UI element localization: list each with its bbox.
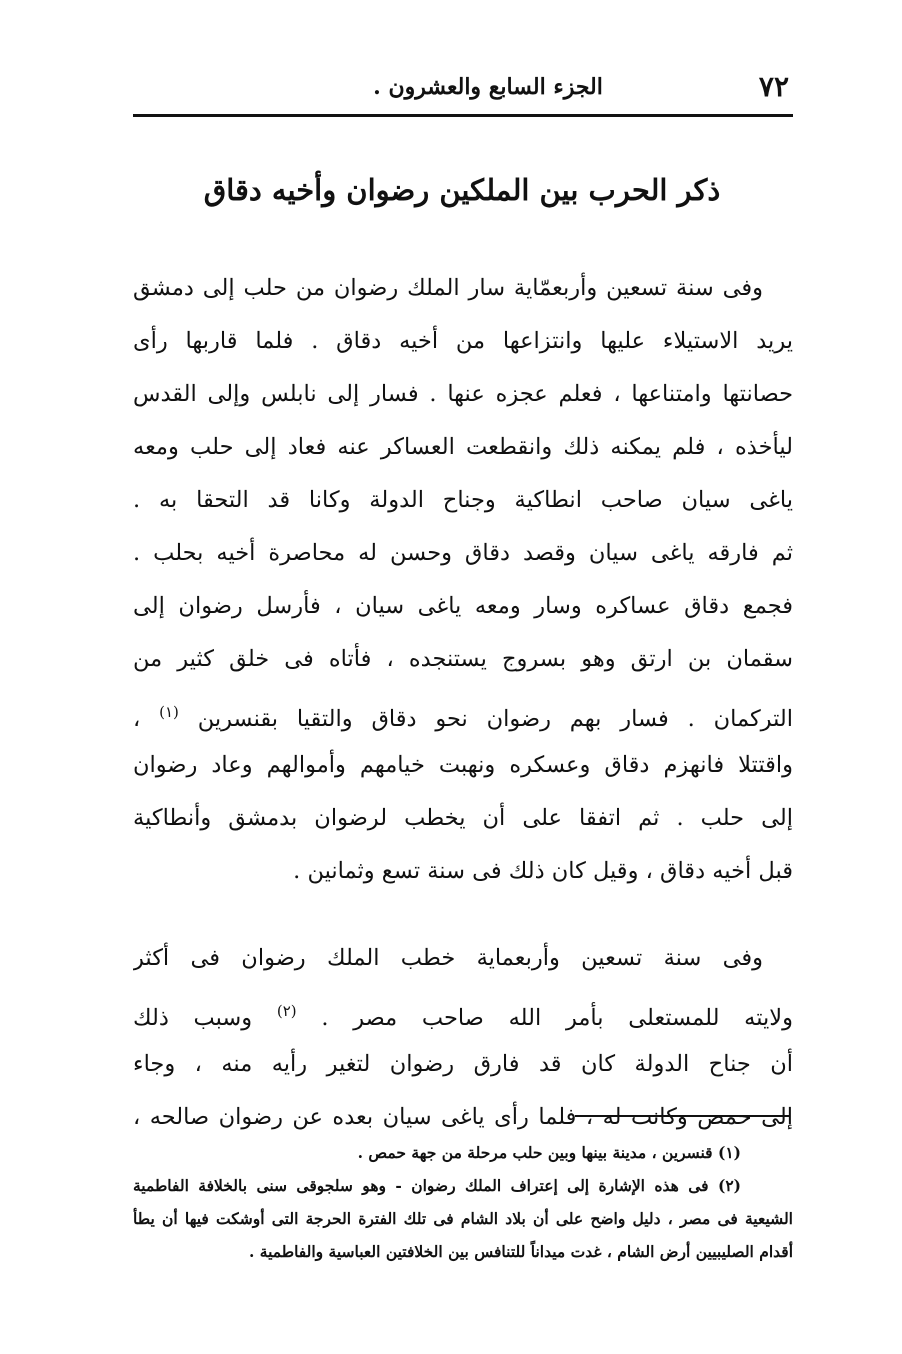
text-line: ثم فارقه ياغى سيان وقصد دقاق وحسن له محاصرة أخيه بحلب .: [133, 540, 793, 566]
text-line: وفى سنة تسعين وأربعماية خطب الملك رضوان فى أكثر: [133, 945, 763, 971]
footnote-line: (٢) فى هذه الإشارة إلى إعتراف الملك رضوان - وهو سلجوقى سنى بالخلافة الفاطمية: [133, 1176, 741, 1195]
footnote-ref-1: (١): [159, 703, 179, 721]
text-segment: التركمان . فسار بهم رضوان نحو دقاق والتقيا بقنسرين: [197, 706, 793, 732]
text-segment: وسبب ذلك: [133, 1005, 253, 1031]
footnote-2: [133, 1169, 793, 1268]
text-line: إلى حمص وكانت له ، فلما رأى ياغى سيان بعده عن رضوان صالحه ،: [133, 1104, 793, 1130]
text-line: وفى سنة تسعين وأربعمّاية سار الملك رضوان من حلب إلى دمشق: [133, 275, 763, 301]
text-line: فجمع دقاق عساكره وسار ومعه ياغى سيان ، فأرسل رضوان إلى: [133, 593, 793, 619]
running-head: الجزء السابع والعشرون .: [373, 74, 603, 100]
text-line: حصانتها وامتناعها ، فعلم عجزه عنها . فسار إلى نابلس وإلى القدس: [133, 381, 793, 407]
text-line-with-footnote: [133, 985, 793, 1038]
page-header: [133, 68, 791, 108]
body-text: [133, 262, 793, 1144]
paragraph-2: [133, 932, 793, 1144]
footnote-line: الشيعية فى مصر ، دليل واضح على أن بلاد الشام فى تلك الفترة الحرجة التى أوشكت فيها أن يطأ: [133, 1209, 793, 1228]
footnote-1: (١) قنسرين ، مدينة بينها وبين حلب مرحلة من جهة حمص .: [357, 1143, 741, 1162]
text-line: ليأخذه ، فلم يمكنه ذلك وانقطعت العساكر عنه فعاد إلى حلب ومعه: [133, 434, 793, 460]
text-line: قبل أخيه دقاق ، وقيل كان ذلك فى سنة تسع وثمانين .: [293, 858, 793, 884]
footnote-rule: [575, 1115, 789, 1117]
text-line: يريد الاستيلاء عليها وانتزاعها من أخيه دقاق . فلما قاربها رأى: [133, 328, 793, 354]
paragraph-1: [133, 262, 793, 898]
text-line-with-footnote: [133, 686, 793, 739]
footnotes: [133, 1136, 793, 1268]
paragraph-gap: [133, 898, 793, 932]
text-line: واقتتلا فانهزم دقاق وعسكره ونهبت خيامهم وأموالهم وعاد رضوان: [133, 752, 793, 778]
footnote-ref-2: (٢): [276, 1002, 297, 1020]
text-line: إلى حلب . ثم اتفقا على أن يخطب لرضوان بدمشق وأنطاكية: [133, 805, 793, 831]
footnote-line: أقدام الصليبيين أرض الشام ، غدت ميداناً للتنافس بين الخلافتين العباسية والفاطمية .: [249, 1242, 793, 1261]
text-segment: ولايته للمستعلى بأمر الله صاحب مصر .: [321, 1005, 793, 1031]
section-title: ذكر الحرب بين الملكين رضوان وأخيه دقاق: [203, 173, 721, 207]
text-line: سقمان بن ارتق وهو بسروج يستنجده ، فأتاه فى خلق كثير من: [133, 646, 793, 672]
header-rule: [133, 114, 793, 117]
text-line: ياغى سيان صاحب انطاكية وجناح الدولة وكانا قد التحقا به .: [133, 487, 793, 513]
text-line: أن جناح الدولة كان قد فارق رضوان لتغير رأيه منه ، وجاء: [133, 1051, 793, 1077]
page-number: ٧٢: [758, 70, 789, 103]
text-segment: ،: [133, 706, 141, 732]
